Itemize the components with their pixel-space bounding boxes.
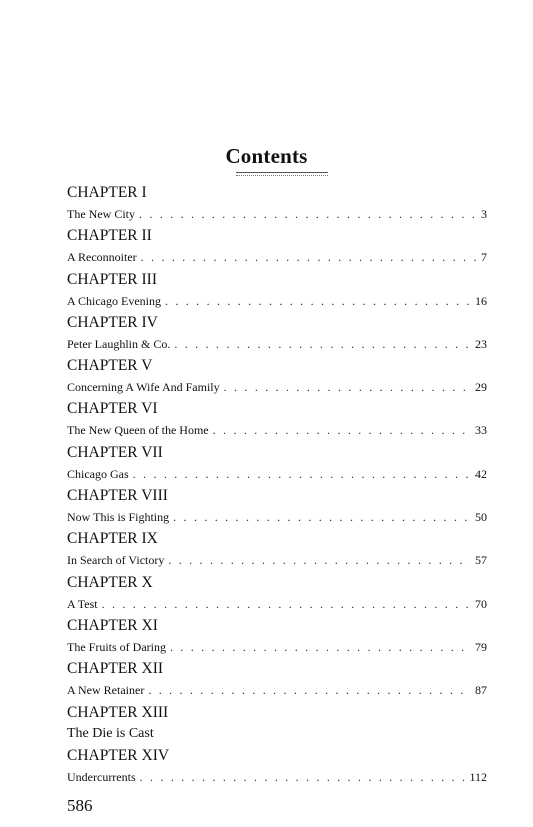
page-number: 79 [475,639,487,654]
toc-entry [67,747,487,790]
folio-page-number: 586 [67,796,93,815]
dot-leader [173,509,471,525]
toc-entry [67,357,487,400]
page-number: 33 [475,423,487,438]
chapter-number: CHAPTER III [67,270,157,288]
chapter-number: CHAPTER II [67,227,152,245]
toc-entry [67,530,487,573]
chapter-title: Now This is Fighting [67,510,170,525]
dot-leader [102,596,471,612]
chapter-number: CHAPTER IV [67,313,158,331]
toc-entry [67,704,487,747]
toc-entry [67,271,487,314]
chapter-title: A Test [67,596,98,611]
dot-leader [174,336,471,352]
toc-line[interactable] [67,639,487,655]
page-number: 87 [475,683,487,698]
chapter-title: Concerning A Wife And Family [67,380,220,395]
dot-leader [139,206,477,222]
chapter-title: Undercurrents [67,769,136,784]
page-number: 50 [475,510,487,525]
page-title: Contents [225,144,308,168]
toc-line[interactable] [67,206,487,222]
page-number: 7 [481,250,487,265]
chapter-title: The Die is Cast [67,725,154,741]
toc-entry [67,227,487,270]
dot-leader [213,422,471,438]
chapter-number: CHAPTER XIV [67,746,170,764]
toc-line[interactable] [67,336,487,352]
toc-line[interactable] [67,293,487,309]
page-number: 70 [475,596,487,611]
dot-leader [168,552,471,568]
page-number: 112 [469,769,487,784]
dot-leader [165,293,471,309]
chapter-title: A Chicago Evening [67,293,161,308]
chapter-number: CHAPTER I [67,184,147,201]
toc-line[interactable] [67,596,487,612]
chapter-title: The New City [67,207,135,221]
toc-entry [67,660,487,703]
toc-entry [67,184,487,227]
toc-line[interactable] [67,249,487,265]
toc-entry [67,574,487,617]
dot-leader [148,682,471,698]
page-number: 57 [475,553,487,568]
page-number: 16 [475,293,487,308]
toc-line[interactable] [67,422,487,438]
chapter-number: CHAPTER XII [67,660,164,678]
dot-leader [133,466,471,482]
page-number: 23 [475,336,487,351]
chapter-title: The New Queen of the Home [67,423,209,438]
chapter-title: The Fruits of Daring [67,639,166,654]
table-of-contents [67,184,487,790]
chapter-number: CHAPTER XIII [67,703,169,721]
chapter-number: CHAPTER VII [67,443,163,461]
dot-leader [224,379,471,395]
dot-leader [170,639,471,655]
chapter-title: A New Retainer [67,683,145,698]
chapter-number: CHAPTER X [67,573,153,591]
chapter-title: In Search of Victory [67,553,165,568]
toc-line[interactable] [67,466,487,482]
chapter-number: CHAPTER VIII [67,487,168,505]
dot-leader [140,769,466,785]
toc-entry [67,444,487,487]
toc-entry [67,314,487,357]
toc-line[interactable] [67,509,487,525]
chapter-title: A Reconnoiter [67,250,137,265]
page-number: 3 [481,207,487,221]
toc-line[interactable] [67,682,487,698]
chapter-title: Peter Laughlin & Co. [67,336,171,351]
chapter-number: CHAPTER IX [67,530,158,548]
page-number: 42 [475,466,487,481]
chapter-number: CHAPTER VI [67,400,158,418]
toc-entry [67,400,487,443]
page-number: 29 [475,380,487,395]
title-underline-ornament [236,172,328,176]
toc-entry [67,487,487,530]
toc-line[interactable] [67,552,487,568]
chapter-title: Chicago Gas [67,466,129,481]
toc-line[interactable] [67,769,487,785]
toc-line[interactable] [67,379,487,395]
toc-entry [67,617,487,660]
chapter-number: CHAPTER XI [67,616,158,634]
chapter-number: CHAPTER V [67,357,153,375]
toc-line[interactable] [67,726,487,742]
dot-leader [141,249,477,265]
